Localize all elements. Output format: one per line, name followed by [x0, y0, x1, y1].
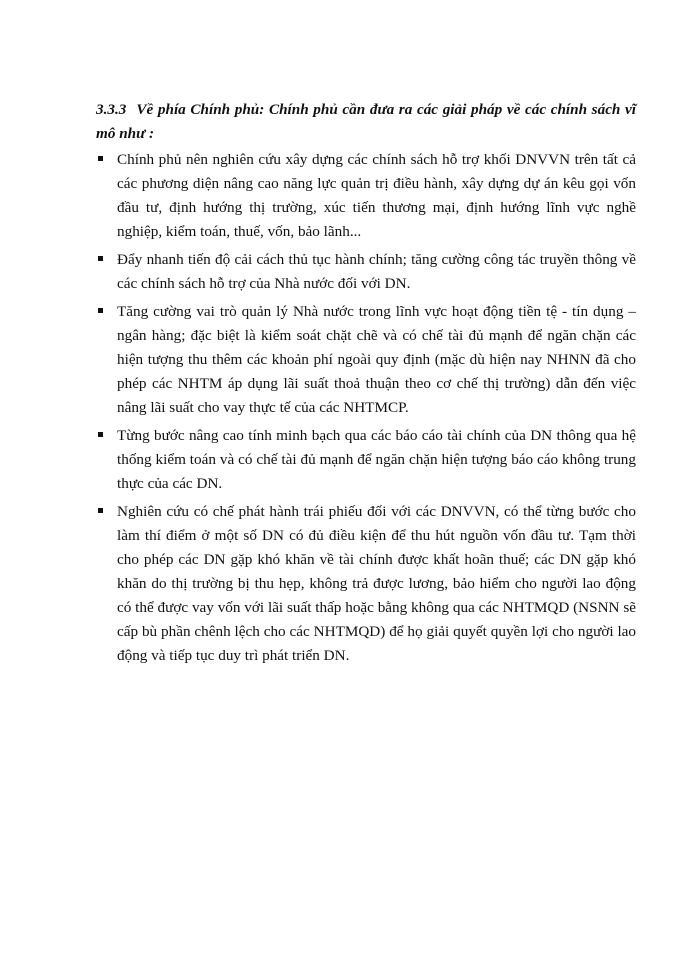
list-item: [96, 500, 636, 668]
square-bullet-icon: [98, 256, 103, 261]
policy-list: [96, 148, 636, 668]
list-item: [96, 424, 636, 496]
list-item: [96, 248, 636, 296]
list-item-text: Chính phủ nên nghiên cứu xây dựng các chính sách hỗ trợ khối DNVVN trên tất cả các phương diện nâng cao năng lực quản trị điều hành, xây dựng dự án kêu gọi vốn đầu tư, định hướng thị trường, xúc tiến thương mại, định hướng lĩnh vực nghề nghiệp, kiểm toán, thuế, vốn, bảo lãnh...: [117, 151, 636, 240]
list-item-text: Tăng cường vai trò quản lý Nhà nước trong lĩnh vực hoạt động tiền tệ - tín dụng – ngân hàng; đặc biệt là kiểm soát chặt chẽ và có chế tài đủ mạnh để ngăn chặn các hiện tượng thu thêm các khoản phí ngoài quy định (mặc dù hiện nay NHNN đã cho phép các NHTM áp dụng lãi suất thoả thuận theo cơ chế thị trường) dẫn đến việc nâng lãi suất cho vay thực tế của các NHTMCP.: [117, 303, 636, 416]
square-bullet-icon: [98, 156, 103, 161]
square-bullet-icon: [98, 308, 103, 313]
list-item-text: Nghiên cứu có chế phát hành trái phiếu đối với các DNVVN, có thể từng bước cho làm thí điểm ở một số DN có đủ điều kiện để thu hút nguồn vốn đầu tư. Tạm thời cho phép các DN gặp khó khăn về tài chính được khất hoãn thuế; các DN gặp khó khăn do thị trường bị thu hẹp, không trả được lương, bảo hiểm cho người lao động có thể được vay vốn với lãi suất thấp hoặc bằng không qua các NHTMQD (NSNN sẽ cấp bù phần chênh lệch cho các NHTMQD) để họ giải quyết quyền lợi cho người lao động và tiếp tục duy trì phát triển DN.: [117, 503, 636, 664]
square-bullet-icon: [98, 432, 103, 437]
section-number: 3.3.3: [96, 101, 127, 118]
section-title: Về phía Chính phủ: Chính phủ cần đưa ra các giải pháp về các chính sách vĩ mô như :: [96, 101, 636, 142]
page-content: [96, 98, 636, 672]
list-item: [96, 300, 636, 420]
section-heading: [96, 98, 636, 146]
list-item-text: Đẩy nhanh tiến độ cải cách thủ tục hành chính; tăng cường công tác truyền thông về các chính sách hỗ trợ của Nhà nước đối với DN.: [117, 251, 636, 292]
list-item: [96, 148, 636, 244]
list-item-text: Từng bước nâng cao tính minh bạch qua các báo cáo tài chính của DN thông qua hệ thống kiểm toán và có chế tài đủ mạnh để ngăn chặn hiện tượng báo cáo không trung thực của các DN.: [117, 427, 636, 492]
square-bullet-icon: [98, 508, 103, 513]
